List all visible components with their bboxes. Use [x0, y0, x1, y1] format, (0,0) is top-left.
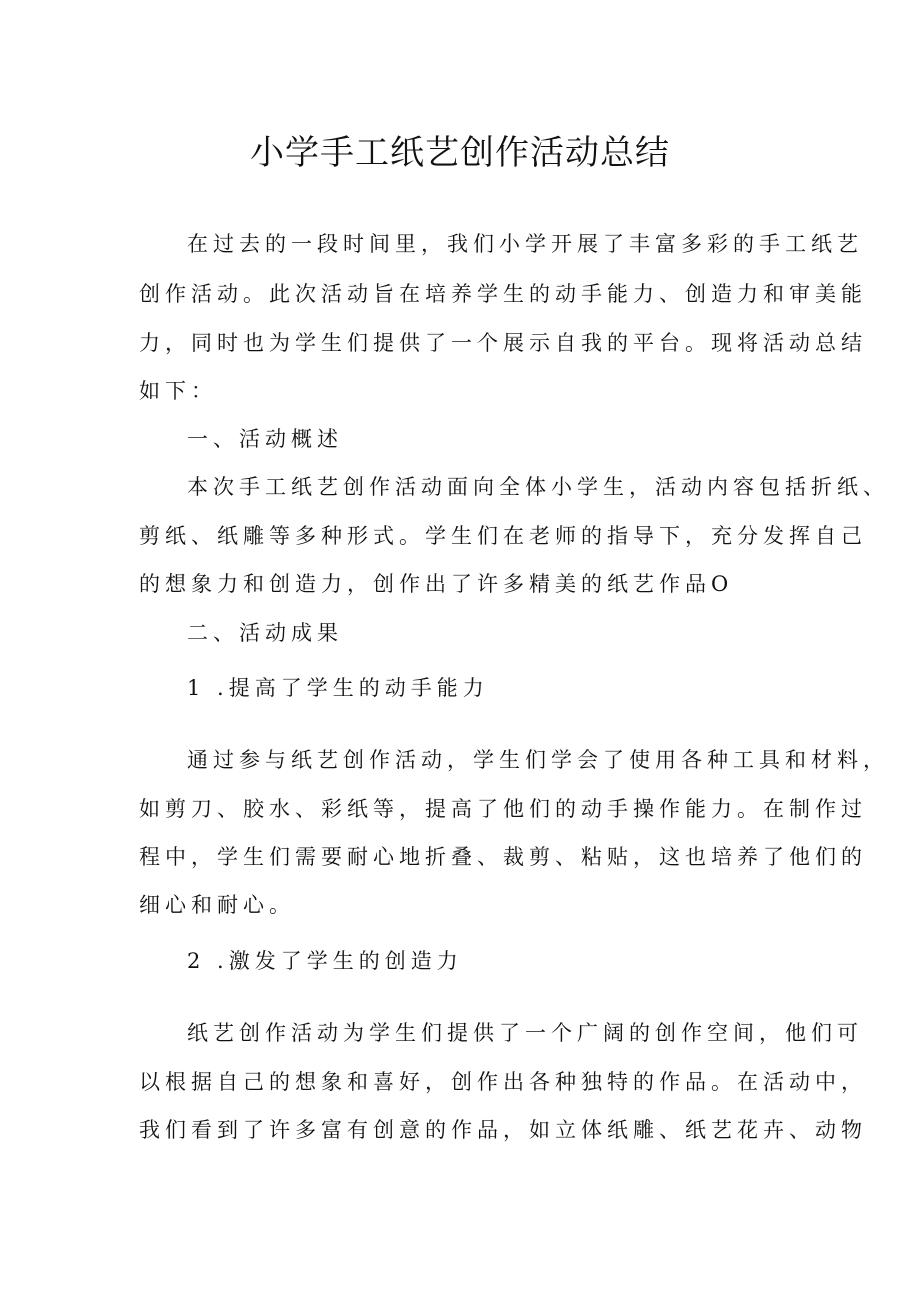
- item1-line-3: 程中，学生们需要耐心地折叠、裁剪、粘贴，这也培养了他们的: [139, 845, 867, 869]
- intro-line-4: 如下：: [139, 379, 217, 403]
- document-title: 小学手工纸艺创作活动总结: [250, 133, 670, 173]
- intro-line-2: 创作活动。此次活动旨在培养学生的动手能力、创造力和审美能: [139, 282, 867, 306]
- section1-line-3: 的想象力和创造力，创作出了许多精美的纸艺作品O: [139, 572, 734, 596]
- intro-line-1: 在过去的一段时间里，我们小学开展了丰富多彩的手工纸艺: [187, 232, 863, 256]
- section1-heading: 一、活动概述: [187, 427, 343, 451]
- item2-heading: 2 .激发了学生的创造力: [187, 949, 463, 973]
- item1-heading: 1 .提高了学生的动手能力: [187, 676, 489, 700]
- item2-line-3: 我们看到了许多富有创意的作品，如立体纸雕、纸艺花卉、动物: [139, 1118, 867, 1142]
- item1-line-2: 如剪刀、胶水、彩纸等，提高了他们的动手操作能力。在制作过: [139, 797, 867, 821]
- section2-heading: 二、活动成果: [187, 621, 343, 645]
- item2-line-1: 纸艺创作活动为学生们提供了一个广阔的创作空间，他们可: [187, 1021, 863, 1045]
- item1-line-1: 通过参与纸艺创作活动，学生们学会了使用各种工具和材料，: [187, 748, 889, 772]
- section1-line-2: 剪纸、纸雕等多种形式。学生们在老师的指导下，充分发挥自己: [139, 524, 867, 548]
- section1-line-1: 本次手工纸艺创作活动面向全体小学生，活动内容包括折纸、: [187, 475, 889, 499]
- item2-line-2: 以根据自己的想象和喜好，创作出各种独特的作品。在活动中，: [139, 1070, 867, 1094]
- item1-line-4: 细心和耐心。: [139, 893, 295, 917]
- intro-line-3: 力，同时也为学生们提供了一个展示自我的平台。现将活动总结: [139, 331, 867, 355]
